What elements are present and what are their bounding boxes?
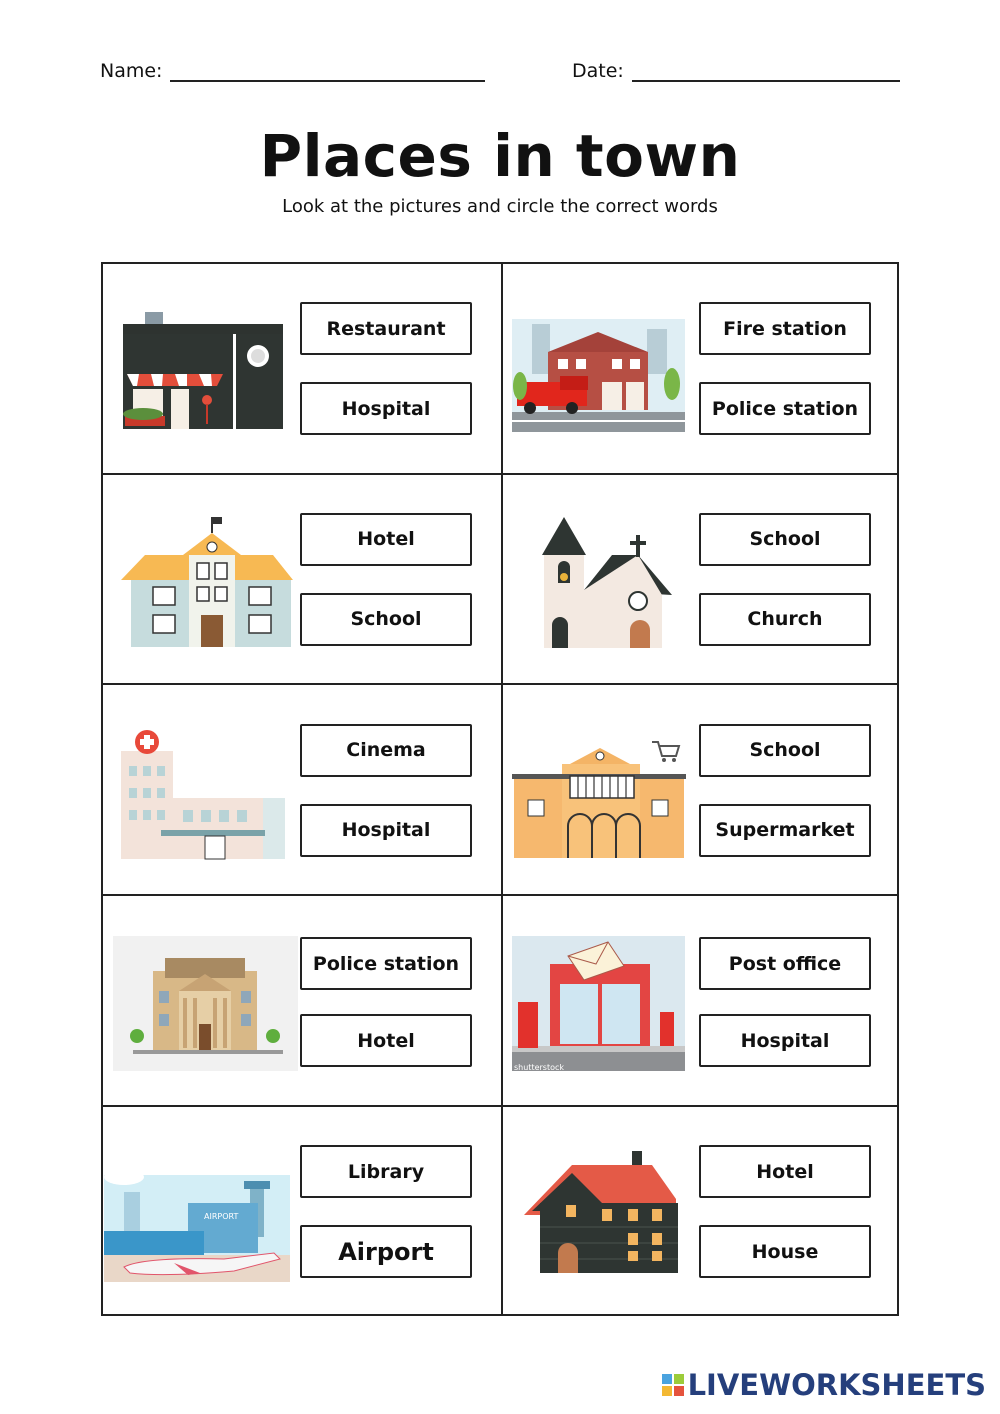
answer-option[interactable]: Post office: [699, 937, 871, 990]
exercise-item: [502, 686, 901, 897]
exercise-item: [502, 896, 901, 1107]
answer-option[interactable]: Supermarket: [699, 804, 871, 857]
answer-option[interactable]: Library: [300, 1145, 472, 1198]
exercise-item: [103, 686, 502, 897]
church-icon: [512, 515, 697, 650]
answer-option[interactable]: Hotel: [300, 513, 472, 566]
date-blank[interactable]: [632, 60, 900, 82]
exercise-grid: [101, 262, 899, 1316]
exercise-item: [103, 1107, 502, 1318]
restaurant-icon: [113, 304, 298, 439]
hospital-icon: [113, 726, 298, 861]
answer-option[interactable]: Cinema: [300, 724, 472, 777]
exercise-item: [502, 264, 901, 475]
name-field: [100, 60, 485, 82]
logo-text: LIVEWORKSHEETS: [687, 1368, 986, 1402]
answer-option[interactable]: Airport: [300, 1225, 472, 1278]
exercise-item: [103, 896, 502, 1107]
answer-option[interactable]: Fire station: [699, 302, 871, 355]
answer-option[interactable]: Hospital: [300, 382, 472, 435]
liveworksheets-logo-icon: [662, 1374, 684, 1396]
answer-option[interactable]: Hotel: [300, 1014, 472, 1067]
exercise-item: [103, 475, 502, 686]
name-label: Name:: [100, 60, 163, 82]
answer-option[interactable]: House: [699, 1225, 871, 1278]
house-icon: [512, 1147, 697, 1282]
date-field: [572, 60, 900, 82]
svg-text:AIRPORT: AIRPORT: [204, 1212, 239, 1222]
answer-option[interactable]: School: [300, 593, 472, 646]
answer-option[interactable]: School: [699, 513, 871, 566]
date-label: Date:: [572, 60, 624, 82]
name-blank[interactable]: [170, 60, 485, 82]
answer-option[interactable]: Hospital: [699, 1014, 871, 1067]
page-title: Places in town: [259, 122, 741, 190]
airport-icon: [103, 1147, 290, 1282]
police-station-icon: [113, 936, 298, 1071]
liveworksheets-logo: [662, 1368, 986, 1402]
exercise-item: [502, 1107, 901, 1318]
answer-option[interactable]: Church: [699, 593, 871, 646]
page-subtitle: Look at the pictures and circle the correct words: [282, 196, 718, 217]
post-office-icon: [512, 936, 697, 1071]
school-icon: [113, 515, 298, 650]
svg-text:shutterstock: shutterstock: [514, 1063, 565, 1072]
answer-option[interactable]: Hotel: [699, 1145, 871, 1198]
answer-option[interactable]: Police station: [300, 937, 472, 990]
supermarket-icon: [512, 726, 697, 861]
answer-option[interactable]: School: [699, 724, 871, 777]
answer-option[interactable]: Restaurant: [300, 302, 472, 355]
fire-station-icon: [512, 304, 697, 439]
exercise-item: [502, 475, 901, 686]
exercise-item: [103, 264, 502, 475]
answer-option[interactable]: Hospital: [300, 804, 472, 857]
answer-option[interactable]: Police station: [699, 382, 871, 435]
